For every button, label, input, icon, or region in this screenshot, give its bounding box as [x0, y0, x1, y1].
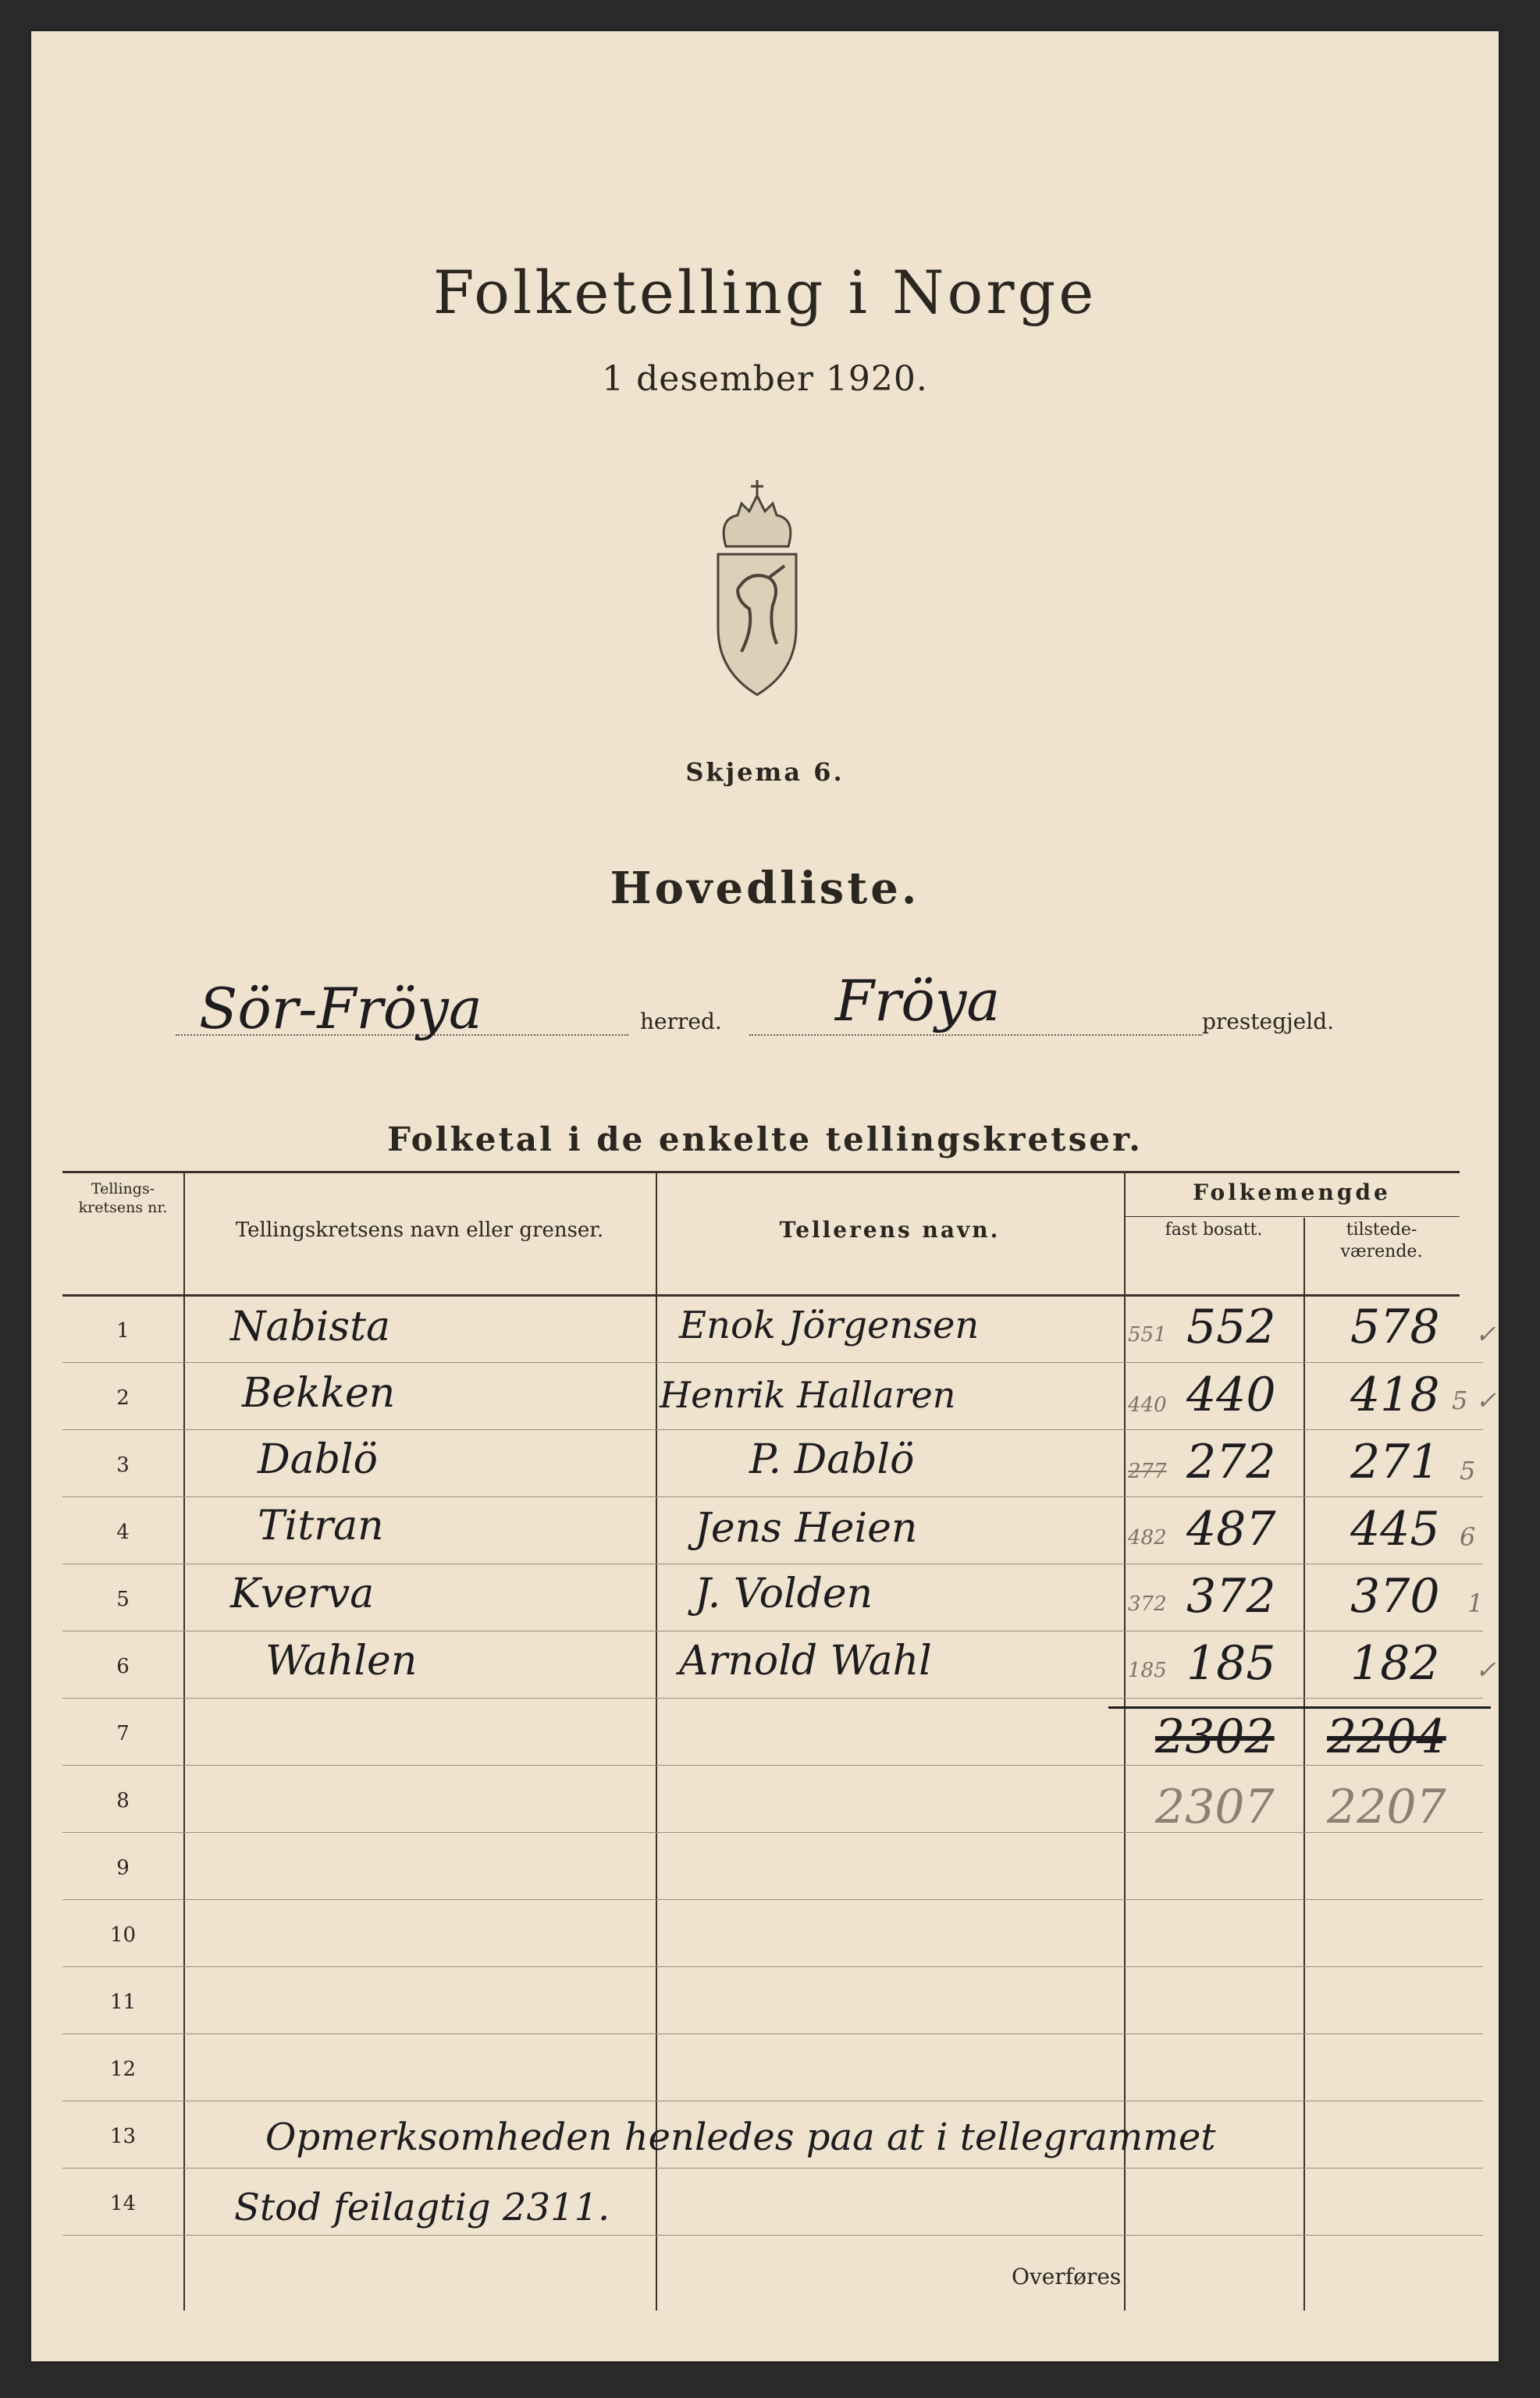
row-number: 3 [116, 1453, 130, 1477]
remark-line-1: Opmerksomheden henledes paa at i tellegrammet [265, 2115, 1216, 2159]
corrected-total-fast: 2307 [1155, 1780, 1275, 1834]
herred-value: Sör-Fröya [199, 976, 482, 1041]
remark-line-2: Stod feilagtig 2311. [234, 2186, 610, 2229]
krets-name: Titran [258, 1503, 384, 1549]
table-top-rule [62, 1171, 1460, 1173]
teller-name: Henrik Hallaren [660, 1374, 956, 1416]
census-date: 1 desember 1920. [602, 359, 928, 399]
row-number: 13 [109, 2125, 137, 2148]
header-fast-bosatt: fast bosatt. [1165, 1220, 1263, 1240]
teller-name: Jens Heien [695, 1505, 918, 1552]
row-divider [62, 1362, 1483, 1363]
row-divider [62, 2235, 1483, 2236]
herred-field [176, 976, 628, 1041]
column-divider [183, 1171, 185, 2311]
row-divider [62, 1698, 1483, 1699]
header-bottom-rule [62, 1294, 1460, 1297]
schema-number: Skjema 6. [685, 757, 845, 787]
tilstede-check-mark: ✓ [1475, 1319, 1496, 1349]
row-number: 7 [116, 1722, 130, 1745]
row-number: 12 [109, 2058, 137, 2081]
form-title: Folketelling i Norge [432, 258, 1097, 327]
row-number: 14 [109, 2192, 137, 2215]
tilstede-pencil-value: 1 [1467, 1589, 1484, 1618]
tilstede-value: 418 [1350, 1368, 1440, 1422]
fast-bosatt-value: 440 [1186, 1368, 1276, 1422]
prestegjeld-value: Fröya [835, 968, 1001, 1034]
header-tilstedevaerende: tilstede-værende. [1340, 1220, 1423, 1261]
corrected-total-tilstede: 2207 [1327, 1780, 1446, 1834]
total-fast-bosatt: 2302 [1155, 1710, 1275, 1764]
krets-name: Wahlen [265, 1638, 418, 1685]
row-divider [62, 2033, 1483, 2034]
teller-name: Enok Jörgensen [679, 1304, 980, 1347]
tilstede-value: 445 [1350, 1502, 1440, 1557]
row-number: 6 [116, 1655, 130, 1678]
overfores-label: Overføres [1012, 2264, 1122, 2289]
row-number: 1 [116, 1319, 130, 1343]
fast-bosatt-value: 272 [1186, 1435, 1276, 1489]
fast-bosatt-value: 372 [1186, 1569, 1276, 1624]
tilstede-value: 578 [1350, 1300, 1440, 1354]
row-divider [62, 1496, 1483, 1497]
row-divider [62, 1966, 1483, 1967]
fast-pencil-value: 185 [1128, 1659, 1167, 1682]
tilstede-pencil-value: 5 [1460, 1456, 1476, 1485]
row-divider [62, 1765, 1483, 1766]
teller-name: Arnold Wahl [679, 1638, 932, 1685]
total-rule [1108, 1706, 1491, 1709]
row-number: 11 [109, 1991, 137, 2014]
column-divider [1303, 1218, 1305, 2311]
tilstede-value: 271 [1350, 1435, 1440, 1489]
tilstede-value: 182 [1350, 1636, 1440, 1691]
tilstede-check-mark: ✓ [1475, 1655, 1496, 1685]
prestegjeld-field [749, 968, 1202, 1036]
teller-name: J. Volden [695, 1571, 873, 1617]
row-number: 9 [116, 1856, 130, 1880]
row-divider [62, 1429, 1483, 1430]
teller-name: P. Dablö [749, 1436, 915, 1483]
krets-name: Kverva [230, 1571, 375, 1617]
header-folkemengde: Folkemengde [1193, 1179, 1391, 1205]
coat-of-arms-icon [695, 472, 820, 706]
row-divider [62, 2168, 1483, 2169]
fast-bosatt-value: 185 [1186, 1636, 1276, 1691]
krets-name: Nabista [230, 1304, 391, 1350]
fast-pencil-value: 277 [1128, 1460, 1167, 1483]
header-teller: Tellerens navn. [779, 1217, 1001, 1243]
fast-bosatt-value: 552 [1186, 1300, 1276, 1354]
tilstede-pencil-value: 6 [1460, 1522, 1476, 1552]
table-subtitle: Folketal i de enkelte tellingskretser. [387, 1120, 1143, 1158]
fast-pencil-value: 440 [1128, 1393, 1167, 1417]
total-tilstede: 2204 [1327, 1710, 1446, 1764]
krets-name: Bekken [242, 1370, 396, 1417]
list-title: Hovedliste. [610, 863, 920, 914]
tilstede-pencil-value: 5 ✓ [1452, 1386, 1497, 1415]
fast-bosatt-value: 487 [1186, 1502, 1276, 1557]
census-table [62, 1171, 1497, 2318]
row-number: 2 [116, 1386, 130, 1410]
row-number: 5 [116, 1588, 130, 1611]
row-number: 4 [116, 1521, 130, 1544]
tilstede-value: 370 [1350, 1569, 1440, 1624]
prestegjeld-label: prestegjeld. [1202, 1009, 1335, 1034]
fast-pencil-value: 551 [1128, 1323, 1167, 1347]
census-form-page [31, 31, 1499, 2361]
folkemengde-underline [1124, 1216, 1460, 1217]
row-divider [62, 1899, 1483, 1900]
header-nr: Tellings-kretsens nr. [78, 1180, 168, 1216]
herred-label: herred. [640, 1009, 722, 1034]
header-krets-name: Tellingskretsens navn eller grenser. [235, 1219, 604, 1242]
fast-pencil-value: 372 [1128, 1592, 1167, 1616]
row-number: 8 [116, 1789, 130, 1813]
row-number: 10 [109, 1923, 137, 1947]
fast-pencil-value: 482 [1128, 1526, 1167, 1549]
krets-name: Dablö [258, 1436, 378, 1483]
